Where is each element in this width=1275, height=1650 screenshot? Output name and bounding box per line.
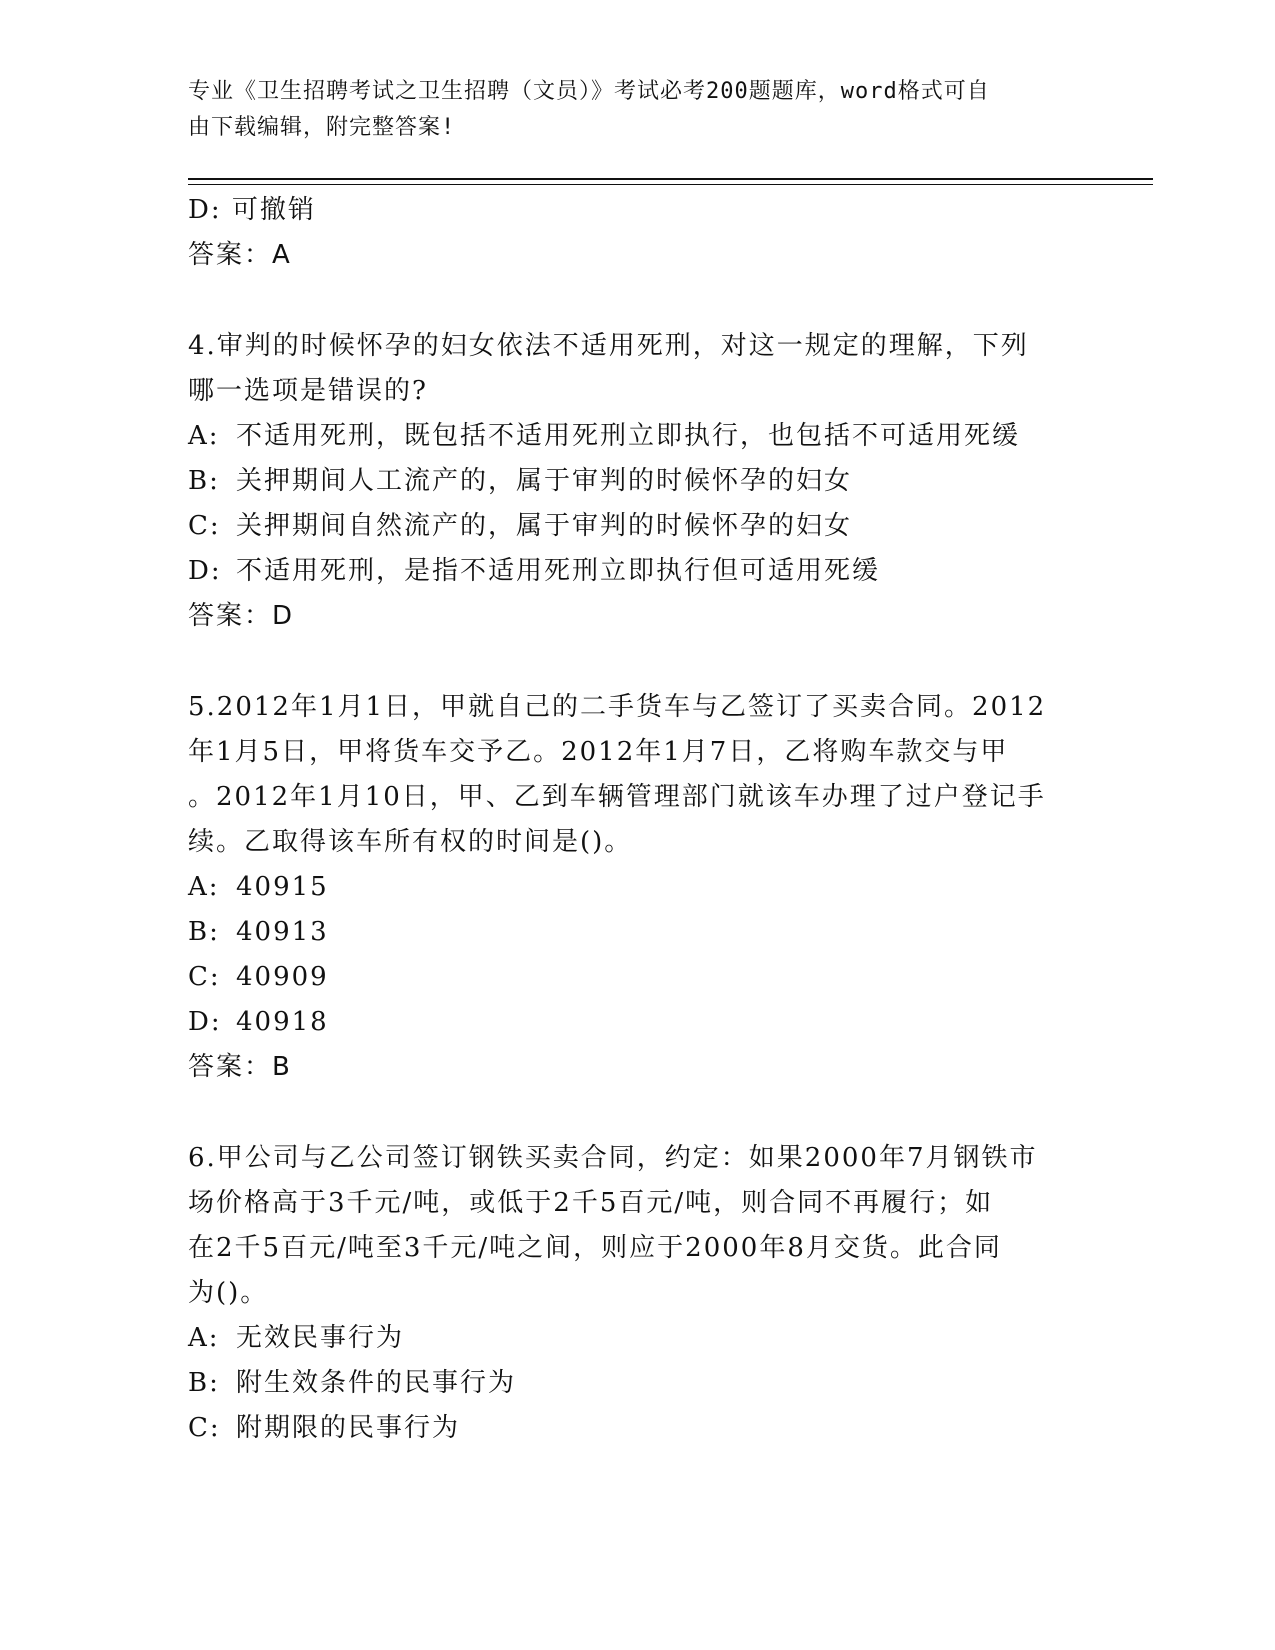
option-key: B:	[188, 1368, 220, 1398]
question-5-text-line-4: 续。乙取得该车所有权的时间是()。	[188, 827, 633, 857]
option-key: B:	[188, 917, 220, 947]
question-5-answer: 答案：B	[188, 1052, 292, 1082]
question-5-option-c	[188, 955, 1078, 1000]
question-4-option-a	[188, 414, 1078, 459]
option-text: 40918	[236, 1007, 329, 1037]
question-6-text-line-1: 6.甲公司与乙公司签订钢铁买卖合同，约定：如果2000年7月钢铁市	[188, 1143, 1038, 1173]
option-text: 无效民事行为	[236, 1323, 405, 1353]
question-4-option-b	[188, 459, 1078, 504]
question-4	[188, 324, 1078, 639]
option-key: D:	[188, 556, 222, 586]
question-4-text-line-2: 哪一选项是错误的?	[188, 376, 428, 406]
header-divider-thin	[188, 184, 1153, 185]
prev-answer: 答案：A	[188, 240, 292, 270]
option-key: A:	[188, 872, 220, 902]
option-key: C:	[188, 511, 221, 541]
question-6-option-a	[188, 1316, 1078, 1361]
option-key: A:	[188, 1323, 220, 1353]
option-text: 附生效条件的民事行为	[236, 1368, 517, 1398]
option-key: B:	[188, 466, 220, 496]
question-6-option-c	[188, 1406, 1078, 1451]
question-5-text-line-1: 5.2012年1月1日，甲就自己的二手货车与乙签订了买卖合同。2012	[188, 692, 1047, 722]
question-6	[188, 1136, 1078, 1451]
question-4-option-c	[188, 504, 1078, 549]
option-text: 40913	[236, 917, 329, 947]
option-key: A:	[188, 421, 220, 451]
option-text: 不适用死刑，既包括不适用死刑立即执行，也包括不可适用死缓	[236, 421, 1021, 451]
question-6-text-line-2: 场价格高于3千元/吨，或低于2千5百元/吨，则合同不再履行；如	[188, 1188, 994, 1218]
question-4-text-line-1: 4.审判的时候怀孕的妇女依法不适用死刑，对这一规定的理解，下列	[188, 331, 1029, 361]
question-5-text-line-3: 。2012年1月10日，甲、乙到车辆管理部门就该车办理了过户登记手	[188, 782, 1046, 812]
option-text: 40909	[236, 962, 329, 992]
header-line-1: 专业《卫生招聘考试之卫生招聘（文员）》考试必考200题题库，word格式可自	[188, 79, 990, 104]
question-4-answer: 答案：D	[188, 601, 295, 631]
question-5-option-b	[188, 910, 1078, 955]
option-text: 关押期间人工流产的，属于审判的时候怀孕的妇女	[236, 466, 853, 496]
question-5-text-line-2: 年1月5日，甲将货车交予乙。2012年1月7日，乙将购车款交与甲	[188, 737, 1009, 767]
question-6-option-b	[188, 1361, 1078, 1406]
document-header	[188, 74, 1068, 146]
header-line-2: 由下载编辑，附完整答案!	[188, 115, 456, 140]
question-6-text-line-4: 为()。	[188, 1278, 269, 1308]
question-6-text-line-3: 在2千5百元/吨至3千元/吨之间，则应于2000年8月交货。此合同	[188, 1233, 1002, 1263]
header-divider-thick	[188, 178, 1153, 180]
question-4-option-d	[188, 549, 1078, 594]
option-text: 40915	[236, 872, 329, 902]
option-key: C:	[188, 962, 221, 992]
option-text: 不适用死刑，是指不适用死刑立即执行但可适用死缓	[236, 556, 881, 586]
option-key: D:	[188, 1007, 222, 1037]
option-key: C:	[188, 1413, 221, 1443]
prev-option-d: D: 可撤销	[188, 195, 316, 225]
question-content	[188, 188, 1078, 1451]
option-text: 附期限的民事行为	[236, 1413, 461, 1443]
question-5	[188, 685, 1078, 1090]
option-text: 关押期间自然流产的，属于审判的时候怀孕的妇女	[236, 511, 853, 541]
question-5-option-a	[188, 865, 1078, 910]
question-5-option-d	[188, 1000, 1078, 1045]
